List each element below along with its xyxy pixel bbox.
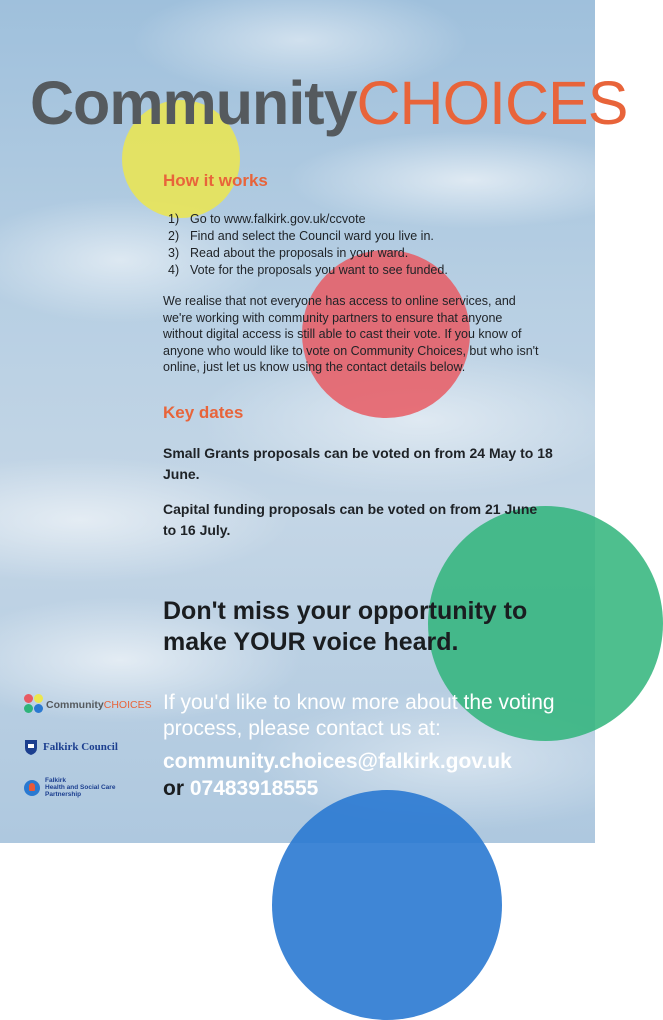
list-item bbox=[168, 262, 448, 279]
steps-list bbox=[168, 211, 448, 279]
phone-number[interactable]: 07483918555 bbox=[189, 777, 319, 800]
contact-details bbox=[163, 748, 512, 802]
key-dates-heading: Key dates bbox=[163, 403, 244, 422]
list-item bbox=[168, 245, 448, 262]
step-number: 2) bbox=[168, 229, 180, 243]
crest-icon bbox=[24, 738, 38, 756]
logo-community: Community bbox=[46, 699, 104, 711]
list-item bbox=[168, 228, 448, 245]
step-text: Go to www.falkirk.gov.uk/ccvote bbox=[190, 212, 366, 226]
hscp-mark-icon bbox=[24, 780, 40, 796]
call-to-action: Don't miss your opportunity to make YOUR voice heard. bbox=[163, 597, 528, 656]
step-text: Find and select the Council ward you live in. bbox=[190, 229, 434, 243]
capital-funding-dates: Capital funding proposals can be voted on from 21 June to 16 July. bbox=[163, 501, 538, 538]
falkirk-council-name: Falkirk Council bbox=[43, 741, 118, 753]
small-grants-dates: Small Grants proposals can be voted on from 24 May to 18 June. bbox=[163, 445, 553, 482]
more-info-text: If you'd like to know more about the voting process, please contact us at: bbox=[163, 691, 555, 740]
blue-circle bbox=[272, 790, 502, 1020]
step-number: 3) bbox=[168, 246, 180, 260]
title-choices: CHOICES bbox=[356, 69, 628, 137]
access-paragraph: We realise that not everyone has access to online services, and we're working with community partners to ensure that anyone without digital access is still able to cast their vote. If you know of anyone who would like to vote on Community Choices, but who isn't online, just let us know using the contact details below. bbox=[163, 294, 539, 374]
list-item bbox=[168, 211, 448, 228]
or-label: or bbox=[163, 777, 184, 800]
step-text: Vote for the proposals you want to see funded. bbox=[190, 263, 448, 277]
email-link[interactable]: community.choices@falkirk.gov.uk bbox=[163, 750, 512, 773]
dots-icon bbox=[24, 694, 44, 716]
logo-choices: CHOICES bbox=[103, 699, 152, 711]
step-text: Read about the proposals in your ward. bbox=[190, 246, 409, 260]
step-number: 4) bbox=[168, 263, 180, 277]
hscp-logo bbox=[24, 777, 115, 798]
page-title bbox=[30, 68, 627, 138]
step-number: 1) bbox=[168, 212, 180, 226]
title-community: Community bbox=[30, 69, 357, 137]
hscp-line: Falkirk bbox=[45, 777, 66, 784]
hscp-line: Health and Social Care bbox=[45, 784, 116, 791]
hscp-line: Partnership bbox=[45, 791, 82, 798]
falkirk-council-logo bbox=[24, 738, 118, 756]
how-it-works-heading: How it works bbox=[163, 171, 268, 190]
community-choices-logo bbox=[24, 694, 152, 716]
